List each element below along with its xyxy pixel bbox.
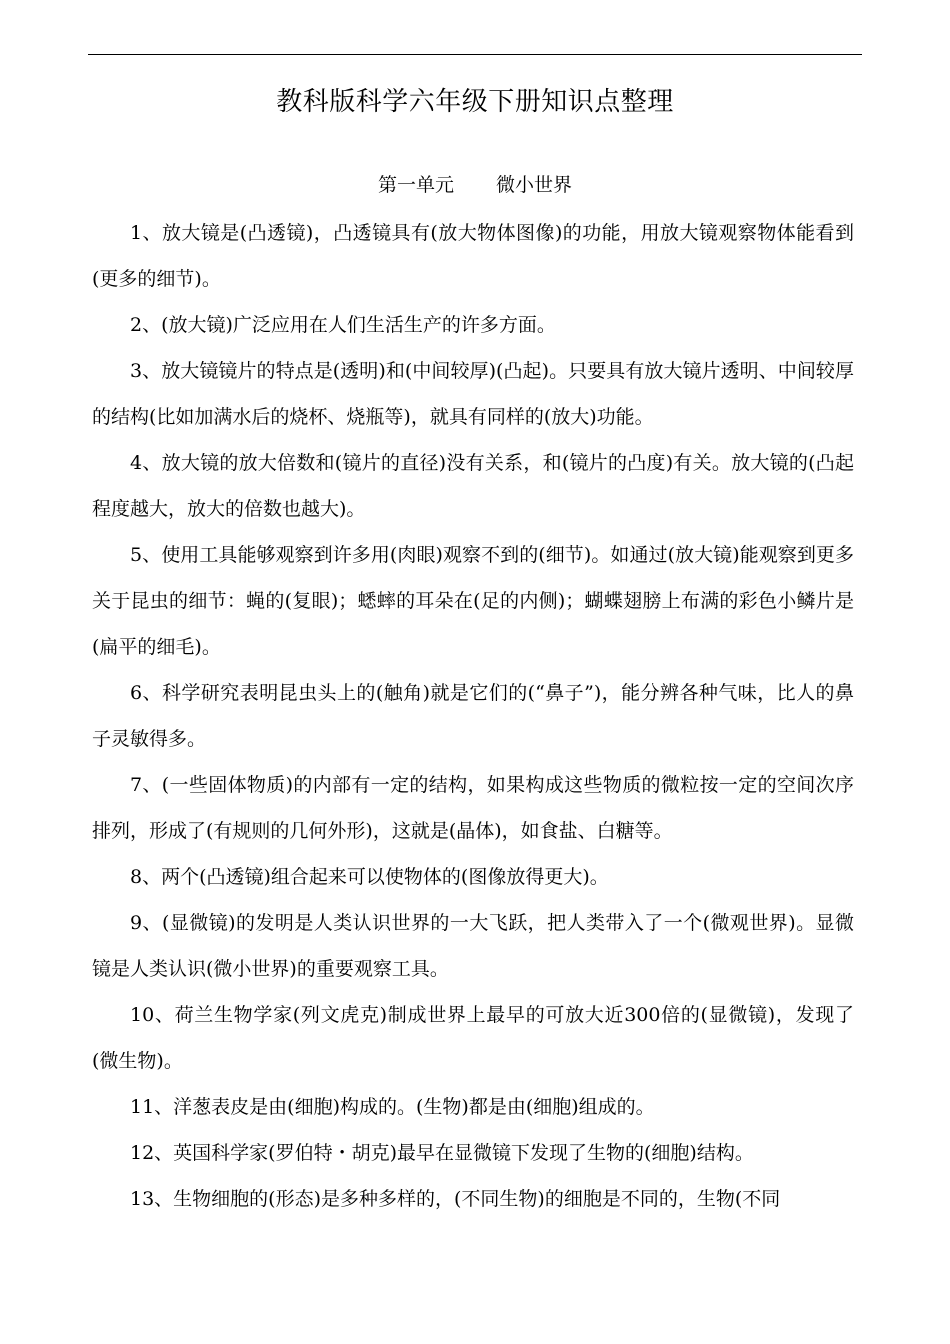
document-title: 教科版科学六年级下册知识点整理 [276,87,674,117]
unit-heading [88,168,862,202]
document-body [92,210,854,1222]
unit-label: 第一单元 [377,174,454,196]
header-rule [88,54,862,55]
knowledge-item: 2、(放大镜)广泛应用在人们生活生产的许多方面。 [130,314,556,336]
unit-name: 微小世界 [496,174,573,196]
knowledge-item: 1、放大镜是(凸透镜)，凸透镜具有(放大物体图像)的功能，用放大镜观察物体能看到(更多的细节)。 [92,222,854,290]
knowledge-item: 3、放大镜镜片的特点是(透明)和(中间较厚)(凸起)。只要具有放大镜片透明、中间较厚的结构(比如加满水后的烧杯、烧瓶等)，就具有同样的(放大)功能。 [92,360,854,428]
knowledge-item: 6、科学研究表明昆虫头上的(触角)就是它们的(“鼻子”)，能分辨各种气味，比人的鼻子灵敏得多。 [92,682,854,750]
knowledge-item: 8、两个(凸透镜)组合起来可以使物体的(图像放得更大)。 [130,866,609,888]
knowledge-item: 13、生物细胞的(形态)是多种多样的，(不同生物)的细胞是不同的，生物(不同 [130,1188,781,1210]
knowledge-item: 10、荷兰生物学家(列文虎克)制成世界上最早的可放大近300倍的(显微镜)，发现了(微生物)。 [92,1004,854,1072]
knowledge-item: 11、洋葱表皮是由(细胞)构成的。(生物)都是由(细胞)组成的。 [130,1096,655,1118]
knowledge-item: 5、使用工具能够观察到许多用(肉眼)观察不到的(细节)。如通过(放大镜)能观察到更多关于昆虫的细节：蝇的(复眼)；蟋蟀的耳朵在(足的内侧)；蝴蝶翅膀上布满的彩色小鳞片是(扁平的细毛)。 [92,544,854,658]
knowledge-item: 7、(一些固体物质)的内部有一定的结构，如果构成这些物质的微粒按一定的空间次序排列，形成了(有规则的几何外形)，这就是(晶体)，如食盐、白糖等。 [92,774,854,842]
knowledge-item: 9、(显微镜)的发明是人类认识世界的一大飞跃，把人类带入了一个(微观世界)。显微镜是人类认识(微小世界)的重要观察工具。 [92,912,854,980]
knowledge-item: 12、英国科学家(罗伯特・胡克)最早在显微镜下发现了生物的(细胞)结构。 [130,1142,754,1164]
knowledge-item: 4、放大镜的放大倍数和(镜片的直径)没有关系，和(镜片的凸度)有关。放大镜的(凸起程度越大，放大的倍数也越大)。 [92,452,854,520]
